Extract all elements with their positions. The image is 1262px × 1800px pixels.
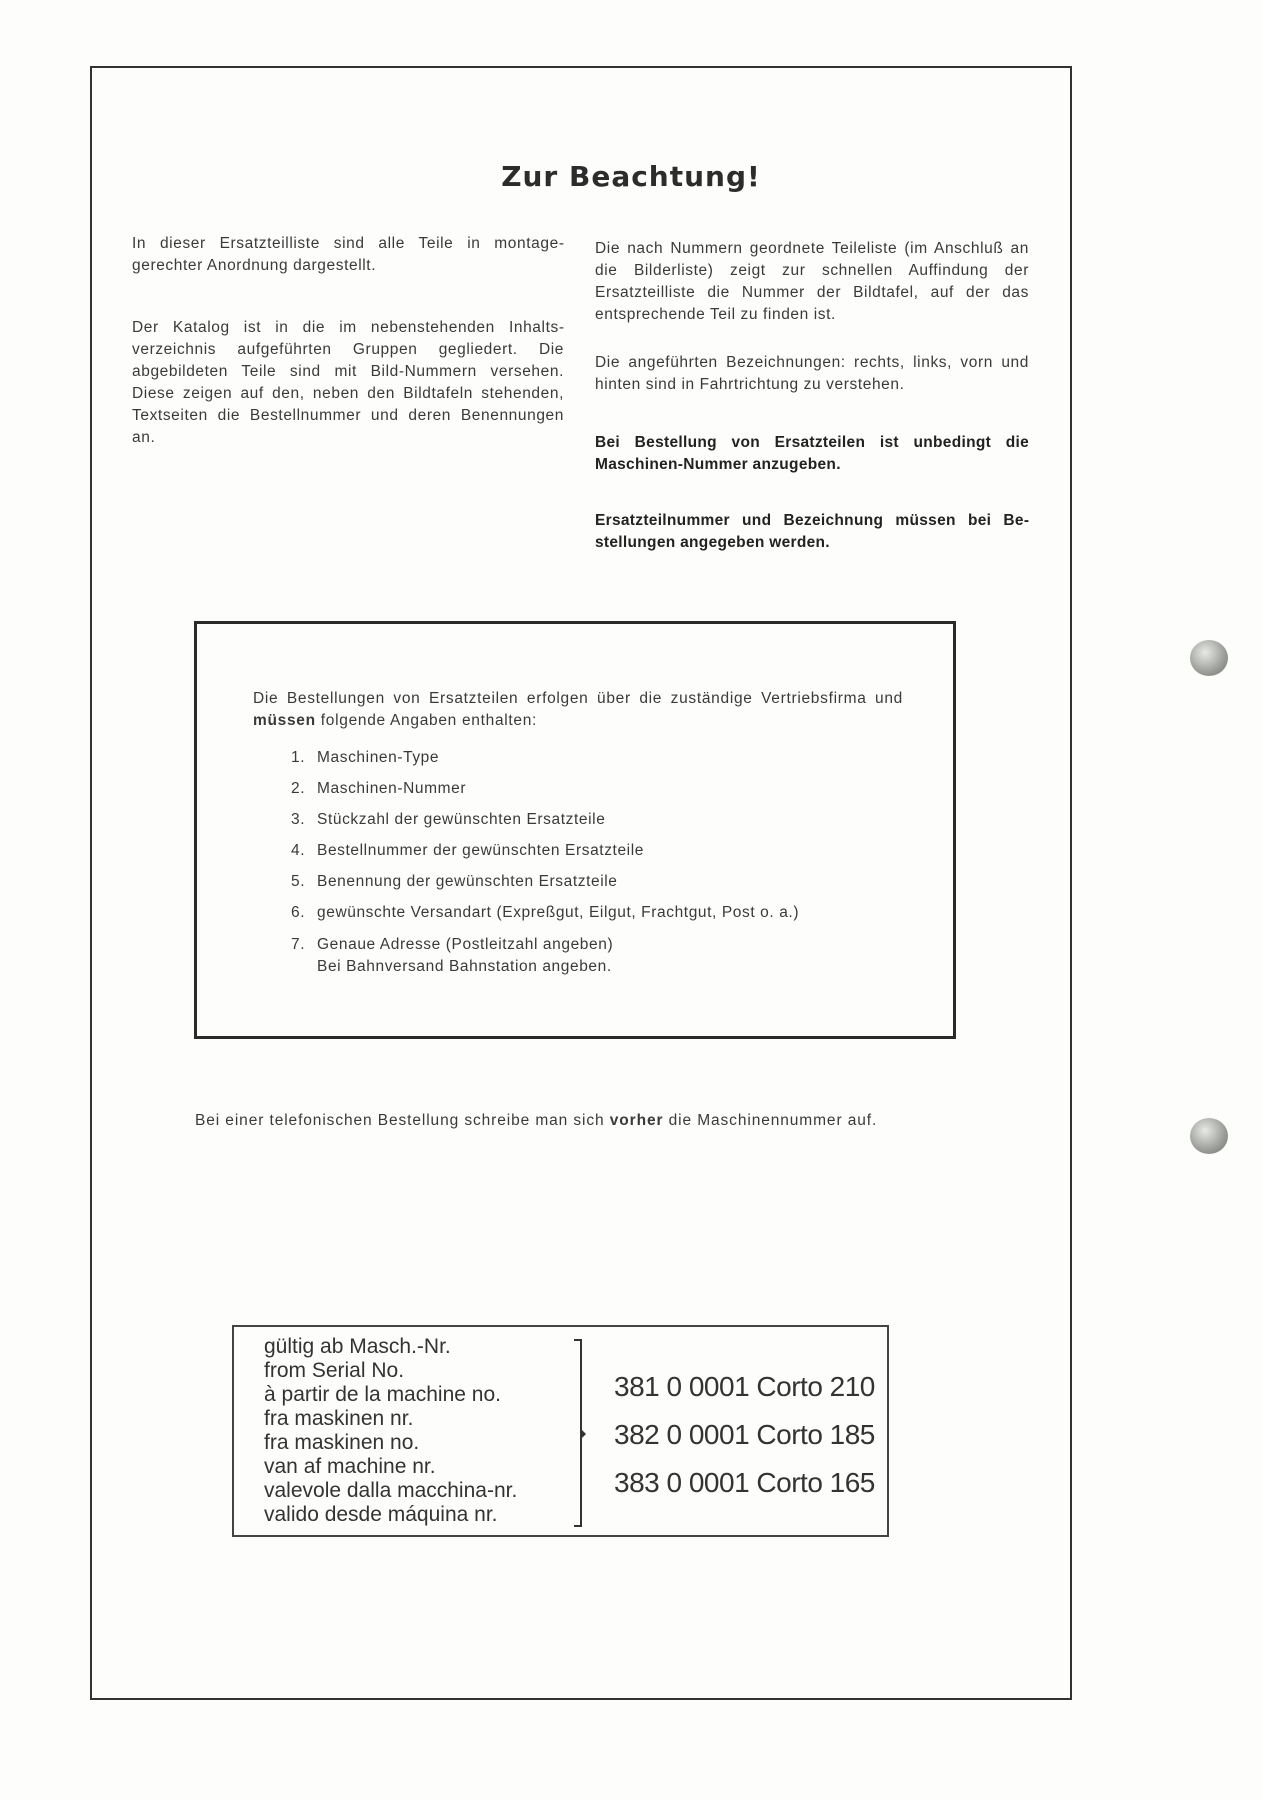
valid-from-labels: [264, 1335, 517, 1527]
label-it: valevole dalla macchina-nr.: [264, 1479, 518, 1502]
item-number: 1.: [291, 748, 306, 766]
label-en: from Serial No.: [264, 1359, 405, 1382]
intro-text-end: folgende Angaben enthalten:: [315, 712, 538, 729]
paragraph-parts-list: Die nach Nummern geordnete Teileliste (im Anschluß an die Bilderliste) zeigt zur schnellen Auffindung der Ersatzteilliste die Nummer der Bildtafel, auf der das entsprechende Teil zu finden ist.: [595, 240, 1029, 323]
item-text: Benennung der gewünschten Ersatzteile: [317, 872, 618, 890]
intro-text: Die Bestellungen von Ersatzteilen erfolgen über die zuständige Vertriebsfirma und: [253, 690, 903, 707]
note-part-number: Ersatzteilnummer und Bezeichnung müssen bei Bestellungen angegeben werden.: [595, 512, 1029, 551]
list-item: [291, 866, 799, 897]
serial-number: 382 0 0001 Corto 185: [614, 1419, 875, 1450]
note-text-end: die Maschinennummer auf.: [663, 1112, 878, 1129]
order-intro: [253, 688, 903, 732]
label-da: fra maskinen nr.: [264, 1407, 414, 1430]
item-text: Maschinen-Type: [317, 748, 440, 766]
label-es: valido desde máquina nr.: [264, 1503, 498, 1526]
item-number: 4.: [291, 841, 306, 859]
order-info-box: [194, 621, 956, 1039]
list-item: [291, 804, 799, 835]
serial-validity-box: [232, 1325, 889, 1537]
item-number: 2.: [291, 779, 306, 797]
note-bold: vorher: [609, 1112, 664, 1129]
label-no: fra maskinen no.: [264, 1431, 420, 1454]
list-item: [291, 897, 799, 928]
note-machine-number: Bei Bestellung von Ersatzteilen ist unbedingt die Maschinen-Nummer anzugeben.: [595, 434, 1029, 473]
serial-number: 381 0 0001 Corto 210: [614, 1371, 875, 1402]
item-number: 3.: [291, 810, 306, 828]
item-text: Maschinen-Nummer: [317, 779, 467, 797]
list-item: [291, 742, 799, 773]
paragraph-directions: Die angeführten Bezeichnungen: rechts, links, vorn und hinten sind in Fahrtrichtung zu verstehen.: [595, 354, 1029, 393]
bracket-icon: [574, 1339, 582, 1527]
item-number: 6.: [291, 903, 306, 921]
serial-numbers: [614, 1363, 875, 1507]
item-text: Bestellnummer der gewünschten Ersatzteile: [317, 841, 644, 859]
item-text: [317, 934, 613, 978]
item-number: 7.: [291, 936, 306, 953]
right-column: [595, 238, 1029, 554]
list-item: [291, 928, 799, 978]
punch-hole-icon: [1190, 640, 1228, 676]
intro-bold: müssen: [253, 712, 316, 729]
item-text: gewünschte Versandart (Expreßgut, Eilgut, Frachtgut, Post o. a.): [317, 903, 800, 921]
paragraph-catalog: Der Katalog ist in die im nebenstehenden Inhaltsverzeichnis aufgeführten Gruppen gegliedert. Die abgebildeten Teile sind mit Bild-Nummern versehen. Diese zeigen auf den, neben den Bildtafeln stehenden, Textseiten die Bestellnummer und deren Benennungen an.: [132, 319, 564, 446]
item-number: 5.: [291, 872, 306, 890]
list-item: [291, 835, 799, 866]
serial-number: 383 0 0001 Corto 165: [614, 1467, 875, 1498]
page-title: Zur Beachtung!: [501, 160, 761, 193]
list-item: [291, 773, 799, 804]
left-column: [132, 233, 564, 449]
order-requirements-list: [291, 742, 799, 978]
label-nl: van af machine nr.: [264, 1455, 436, 1478]
paragraph-layout: In dieser Ersatzteilliste sind alle Teile in montagegerechter Anordnung dargestellt.: [132, 235, 564, 274]
item-line: Bei Bahnversand Bahnstation angeben.: [317, 958, 612, 975]
note-text: Bei einer telefonischen Bestellung schreibe man sich: [195, 1112, 610, 1129]
item-text: Stückzahl der gewünschten Ersatzteile: [317, 810, 606, 828]
punch-hole-icon: [1190, 1118, 1228, 1154]
label-fr: à partir de la machine no.: [264, 1383, 501, 1406]
phone-order-note: [195, 1112, 877, 1130]
label-de: gültig ab Masch.-Nr.: [264, 1335, 451, 1358]
item-line: Genaue Adresse (Postleitzahl angeben): [317, 936, 614, 953]
